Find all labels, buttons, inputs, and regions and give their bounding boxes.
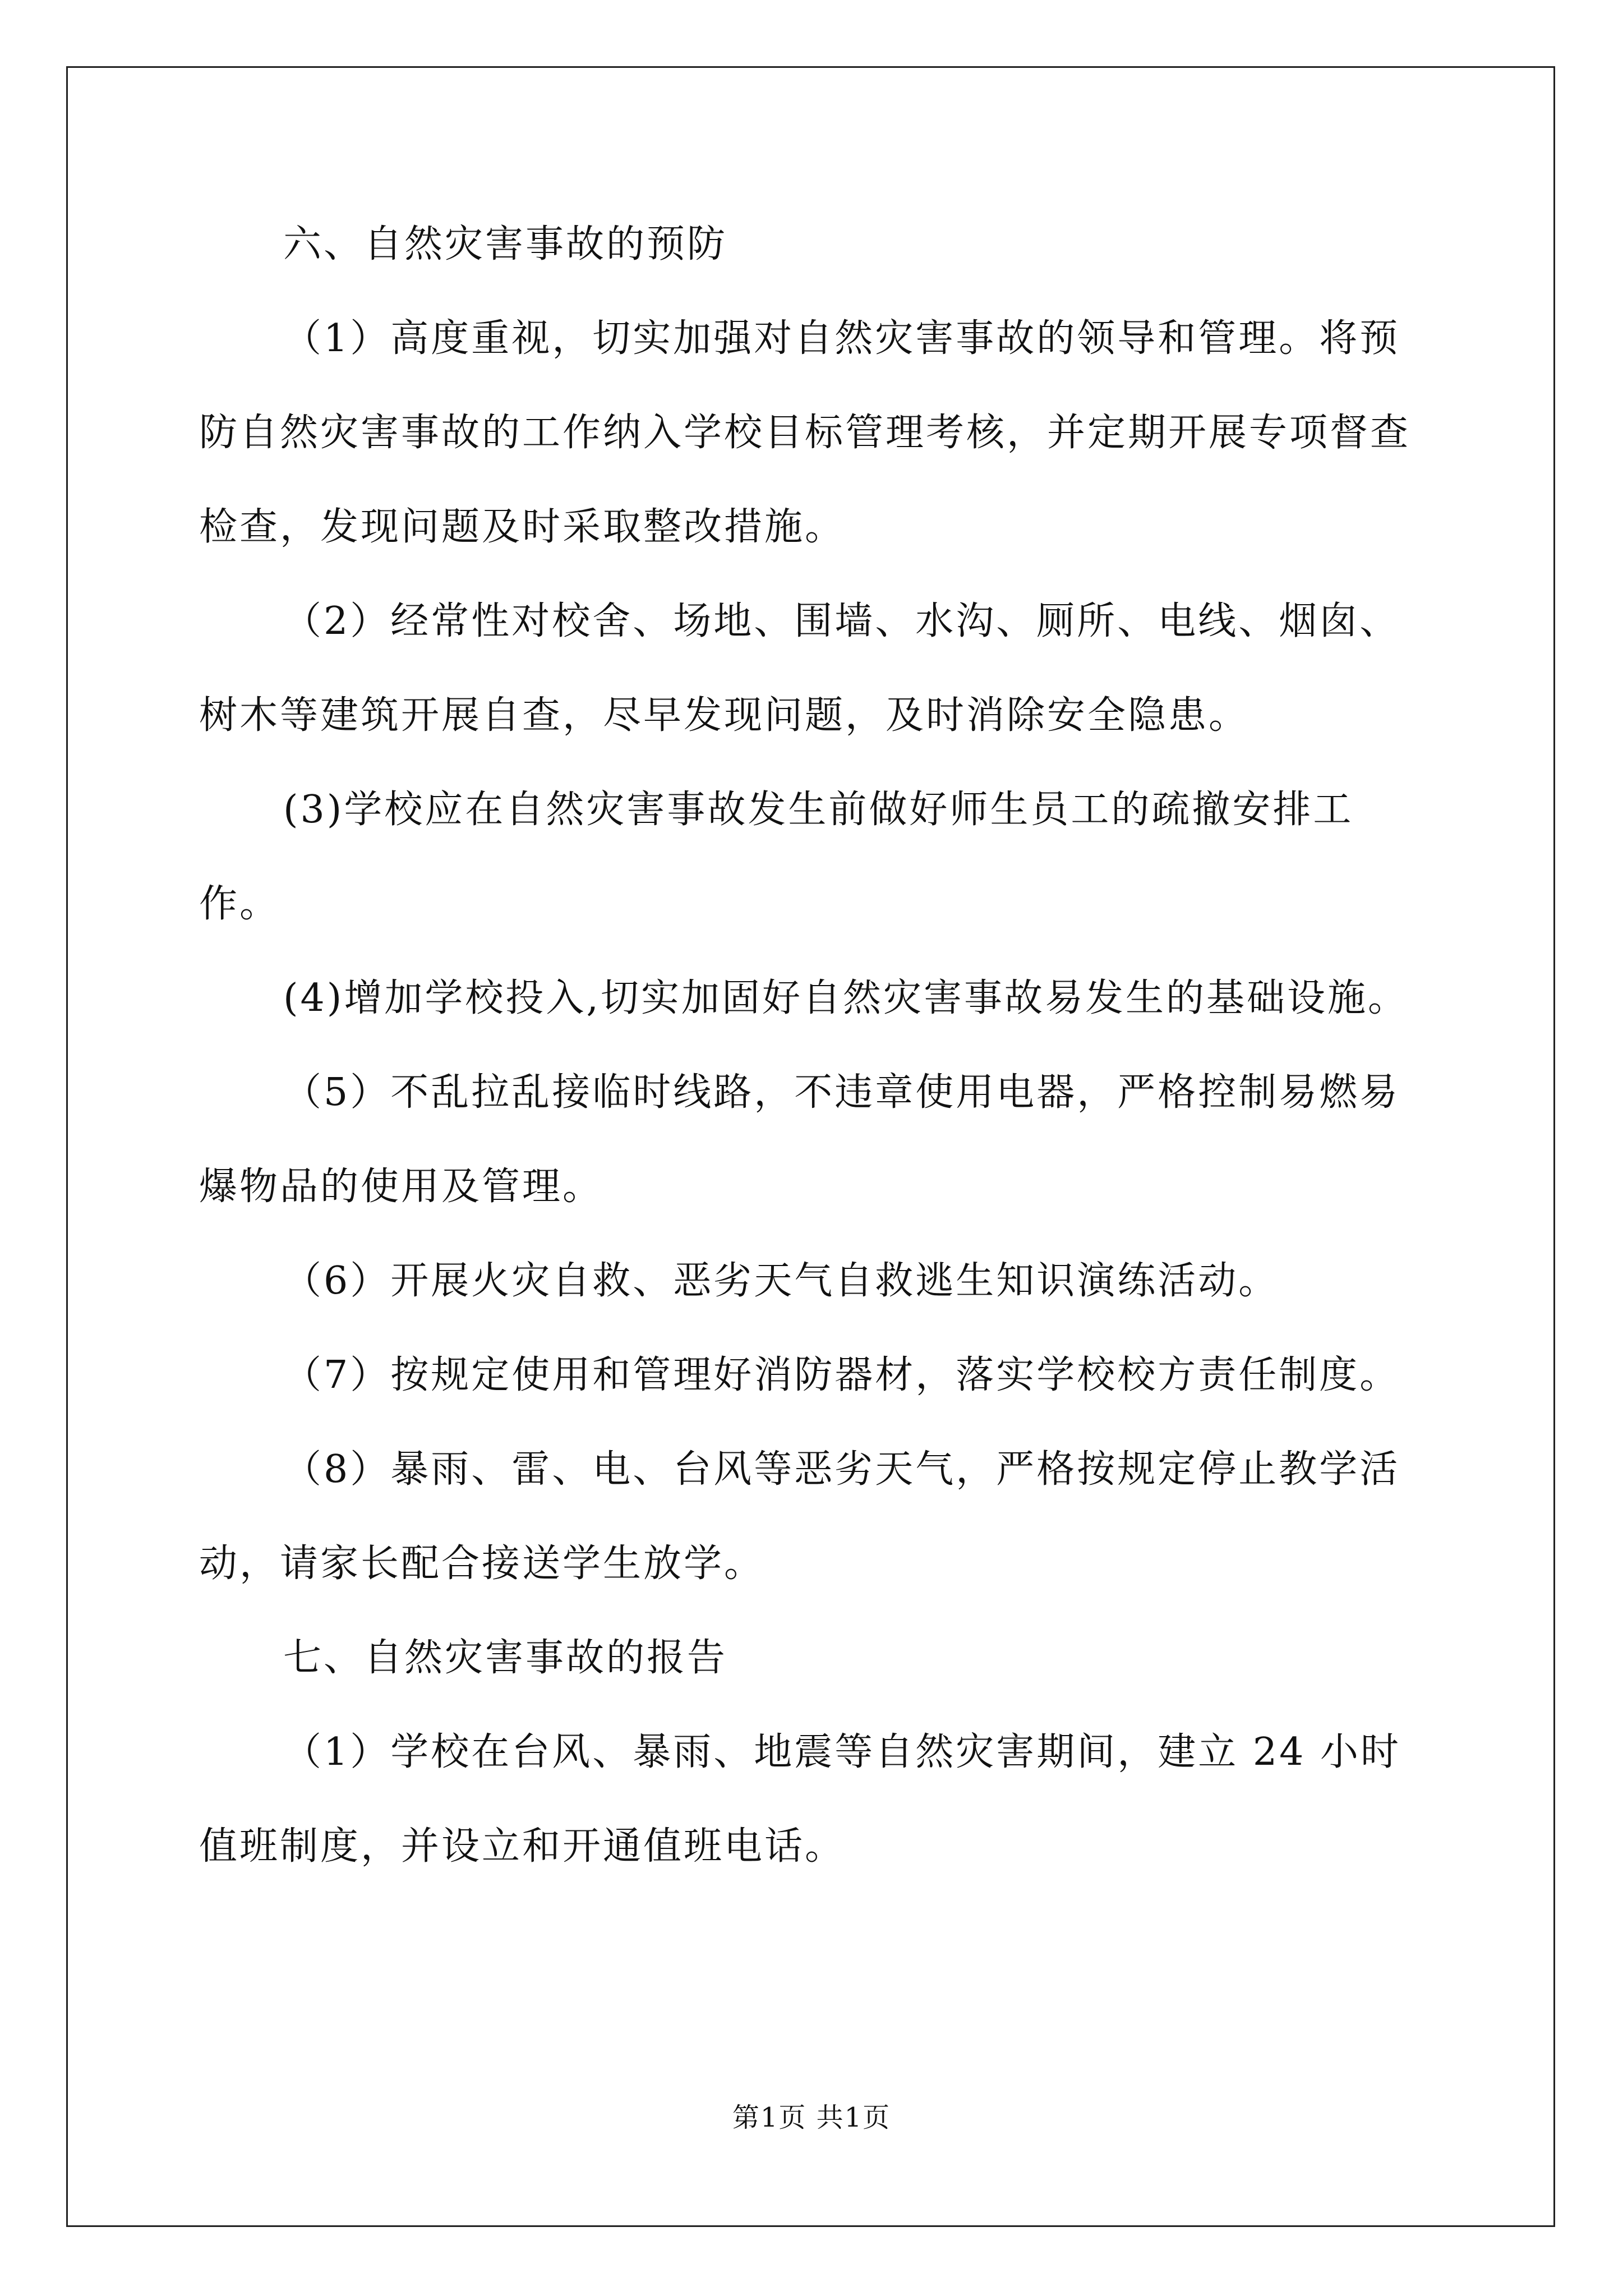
paragraph-6: （6）开展火灾自救、恶劣天气自救逃生知识演练活动。 (283, 1259, 1279, 1303)
paragraph-7: （7）按规定使用和管理好消防器材，落实学校校方责任制度。 (283, 1353, 1400, 1397)
section-heading-6: 六、自然灾害事故的预防 (283, 222, 728, 266)
paragraph-8: （8）暴雨、雷、电、台风等恶劣天气，严格按规定停止教学活动，请家长配合接送学生放学。 (199, 1447, 1400, 1586)
page-number-footer: 第1页 共1页 (732, 2102, 891, 2133)
document-body (199, 197, 1433, 1894)
paragraph-2: （2）经常性对校舍、场地、围墙、水沟、厕所、电线、烟囱、树木等建筑开展自查，尽早发现问题，及时消除安全隐患。 (199, 599, 1400, 738)
paragraph-1: （1）高度重视，切实加强对自然灾害事故的领导和管理。将预防自然灾害事故的工作纳入学校目标管理考核，并定期开展专项督查检查，发现问题及时采取整改措施。 (199, 316, 1411, 549)
paragraph-3: (3)学校应在自然灾害事故发生前做好师生员工的疏撤安排工作。 (199, 788, 1354, 926)
paragraph-4: (4)增加学校投入,切实加固好自然灾害事故易发生的基础设施。 (283, 976, 1408, 1020)
paragraph-5: （5）不乱拉乱接临时线路，不违章使用电器，严格控制易燃易爆物品的使用及管理。 (199, 1070, 1400, 1209)
paragraph-9: （1）学校在台风、暴雨、地震等自然灾害期间，建立 24 小时值班制度，并设立和开通值班电话。 (199, 1730, 1401, 1869)
section-heading-7: 七、自然灾害事故的报告 (283, 1636, 728, 1680)
